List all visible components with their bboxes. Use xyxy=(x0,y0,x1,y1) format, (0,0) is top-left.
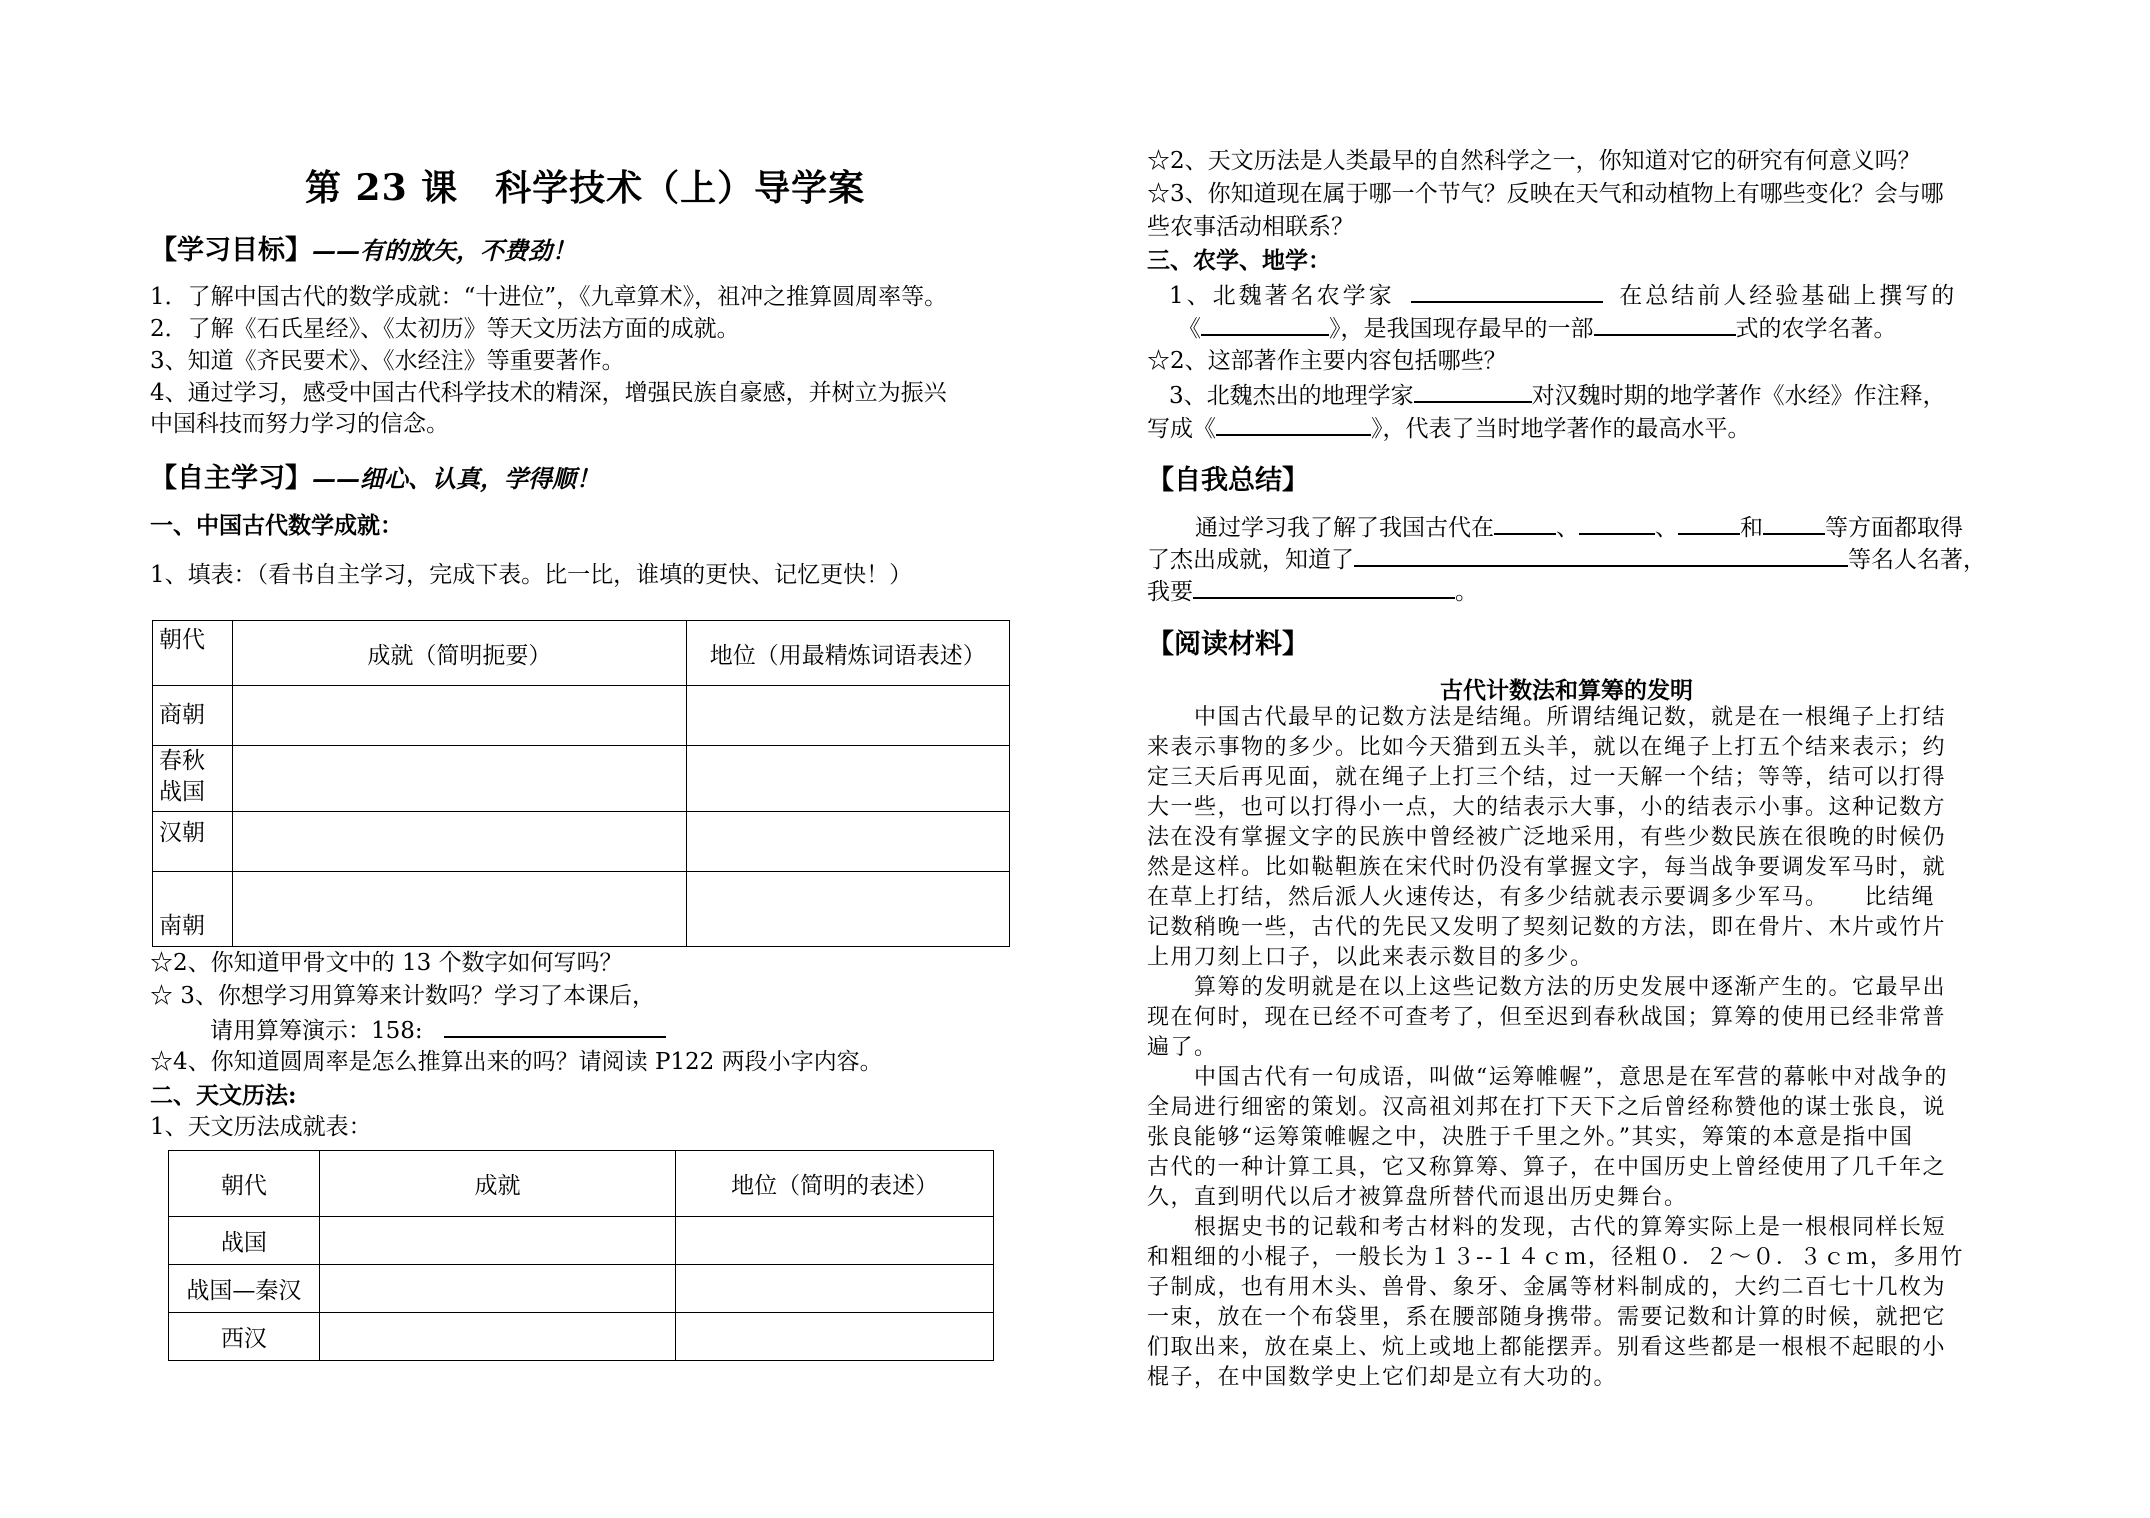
article-line: 然是这样。比如鞑靼族在宋代时仍没有掌握文字，每当战争要调发军马时，就 xyxy=(1147,855,1947,880)
answer-blank[interactable] xyxy=(1414,379,1532,403)
math-table-header-achievement: 成就（简明扼要） xyxy=(233,621,687,686)
summary-line-3-a: 我要 xyxy=(1147,579,1193,605)
math-table-cell[interactable] xyxy=(686,812,1009,872)
goals-heading-tail: ——有的放矢，不费劲！ xyxy=(312,236,576,265)
math-table-cell[interactable] xyxy=(233,812,687,872)
agri-question-1-cont xyxy=(1178,312,1897,345)
summary-sep: 、 xyxy=(1556,515,1579,541)
question-3-demo xyxy=(210,1014,666,1047)
answer-blank[interactable] xyxy=(1193,575,1455,599)
answer-blank[interactable] xyxy=(1763,511,1825,535)
math-table-cell[interactable] xyxy=(233,686,687,746)
summary-line-3 xyxy=(1147,575,1478,608)
reading-heading: 【阅读材料】 xyxy=(1147,629,1309,660)
goal-item-3: 3、知道《齐民要术》、《水经注》等重要著作。 xyxy=(150,348,625,374)
article-line: 现在何时，现在已经不可查考了，但至迟到春秋战国；算筹的使用已经非常普 xyxy=(1147,1005,1947,1030)
article-line: 来表示事物的多少。比如今天猎到五头羊，就以在绳子上打五个结来表示；约 xyxy=(1147,735,1947,760)
math-table-cell[interactable] xyxy=(686,746,1009,812)
math-table-cell[interactable] xyxy=(686,872,1009,947)
article-line: 根据史书的记载和考古材料的发现，古代的算筹实际上是一根根同样长短 xyxy=(1147,1215,1947,1240)
agri-q3-part-b: 对汉魏时期的地学著作《水经》作注释， xyxy=(1531,383,1946,409)
summary-line-1-a: 通过学习我了解了我国古代在 xyxy=(1195,515,1494,541)
article-line: 久，直到明代以后才被算盘所替代而退出历史舞台。 xyxy=(1147,1185,1688,1210)
agri-q1-part-e: 式的农学名著。 xyxy=(1735,316,1897,342)
agri-question-1 xyxy=(1169,279,1957,312)
math-table-header-dynasty: 朝代 xyxy=(153,621,233,686)
article-line: 在草上打结，然后派人火速传达，有多少结就表示要调多少军马。 比结绳 xyxy=(1147,885,1936,910)
article-line: 古代的一种计算工具，它又称算筹、算子，在中国历史上曾经使用了几千年之 xyxy=(1147,1155,1947,1180)
article-line: 算筹的发明就是在以上这些记数方法的历史发展中逐渐产生的。它最早出 xyxy=(1147,975,1947,1000)
answer-blank[interactable] xyxy=(1594,312,1736,336)
astronomy-achievement-table xyxy=(168,1150,994,1361)
goal-item-2: 2．了解《石氏星经》、《太初历》等天文历法方面的成就。 xyxy=(150,316,740,342)
article-line: 遍了。 xyxy=(1147,1035,1218,1060)
summary-line-1 xyxy=(1195,511,1963,544)
summary-line-2-a: 了杰出成就，知道了 xyxy=(1147,547,1354,573)
goal-item-1: 1．了解中国古代的数学成就：“十进位”，《九章算术》，祖冲之推算圆周率等。 xyxy=(150,284,948,310)
article-line: 大一些，也可以打得小一点，大的结表示大事，小的结表示小事。这种记数方 xyxy=(1147,795,1947,820)
astro-table-cell[interactable] xyxy=(676,1265,994,1313)
answer-blank[interactable] xyxy=(444,1014,666,1038)
section-astronomy-heading: 二、天文历法: xyxy=(150,1082,297,1109)
astro-table-header-dynasty: 朝代 xyxy=(169,1151,320,1217)
page-title: 第 23 课 科学技术（上）导学案 xyxy=(305,167,866,209)
summary-heading: 【自我总结】 xyxy=(1147,465,1309,496)
astro-table-cell[interactable] xyxy=(676,1217,994,1265)
astro-table-row-dynasty: 西汉 xyxy=(169,1313,320,1361)
question-3-demo-label: 请用算筹演示：158: xyxy=(210,1018,423,1044)
astro-table-row-dynasty: 战国 xyxy=(169,1217,320,1265)
math-table-row-dynasty: 南朝 xyxy=(153,872,233,947)
summary-sep: 、 xyxy=(1655,515,1678,541)
summary-and: 和 xyxy=(1740,515,1763,541)
astronomy-question-1: 1、天文历法成就表： xyxy=(150,1114,372,1140)
article-line: 棍子，在中国数学史上它们却是立有大功的。 xyxy=(1147,1365,1618,1390)
summary-line-1-b: 等方面都取得 xyxy=(1825,515,1963,541)
question-3-solar-term: ☆3、你知道现在属于哪一个节气？反映在天气和动植物上有哪些变化？会与哪 xyxy=(1147,181,1944,207)
article-line: 子制成，也有用木头、兽骨、象牙、金属等材料制成的，大约二百七十几枚为 xyxy=(1147,1275,1947,1300)
question-2-astronomy-meaning: ☆2、天文历法是人类最早的自然科学之一，你知道对它的研究有何意义吗？ xyxy=(1147,148,1921,174)
article-line: 们取出来，放在桌上、炕上或地上都能摆弄。别看这些都是一根根不起眼的小 xyxy=(1147,1335,1947,1360)
article-body xyxy=(1147,703,1964,1393)
astro-table-cell[interactable] xyxy=(319,1313,676,1361)
answer-blank[interactable] xyxy=(1411,279,1603,303)
summary-line-2-b: 等名人名著， xyxy=(1848,547,1986,573)
answer-blank[interactable] xyxy=(1354,543,1848,567)
math-table-cell[interactable] xyxy=(686,686,1009,746)
astro-table-cell[interactable] xyxy=(676,1313,994,1361)
math-table-row-dynasty: 商朝 xyxy=(153,686,233,746)
goals-heading-label: 【学习目标】 xyxy=(150,235,312,266)
astro-table-header-achievement: 成就 xyxy=(319,1151,676,1217)
answer-blank[interactable] xyxy=(1678,511,1740,535)
article-line: 和粗细的小棍子，一般长为１３--１４ｃｍ，径粗０．２～０．３ｃｍ，多用竹 xyxy=(1147,1245,1964,1270)
article-line: 记数稍晚一些，古代的先民又发明了契刻记数的方法，即在骨片、木片或竹片 xyxy=(1147,915,1947,940)
article-line: 法在没有掌握文字的民族中曾经被广泛地采用，有些少数民族在很晚的时候仍 xyxy=(1147,825,1947,850)
agri-q3-part-c: 写成《 xyxy=(1147,416,1216,442)
summary-line-2 xyxy=(1147,543,1986,576)
agri-question-3-cont xyxy=(1147,412,1751,445)
article-line: 上用刀刻上口子，以此来表示数目的多少。 xyxy=(1147,945,1594,970)
math-table-header-status: 地位（用最精炼词语表述） xyxy=(686,621,1009,686)
question-3-solar-term-cont: 些农事活动相联系？ xyxy=(1147,214,1354,240)
article-line: 定三天后再见面，就在绳子上打三个结，过一天解一个结；等等，结可以打得 xyxy=(1147,765,1947,790)
math-question-1: 1、填表：（看书自主学习，完成下表。比一比，谁填的更快、记忆更快！） xyxy=(150,562,913,588)
summary-line-3-b: 。 xyxy=(1455,579,1478,605)
agri-question-2: ☆2、这部著作主要内容包括哪些？ xyxy=(1147,348,1507,374)
article-line: 中国古代有一句成语，叫做“运筹帷幄”，意思是在军营的幕帐中对战争的 xyxy=(1147,1065,1948,1090)
answer-blank[interactable] xyxy=(1579,511,1655,535)
goal-item-4-cont: 中国科技而努力学习的信念。 xyxy=(150,411,449,437)
answer-blank[interactable] xyxy=(1201,312,1329,336)
math-achievement-table xyxy=(152,620,1010,947)
math-table-cell[interactable] xyxy=(233,872,687,947)
self-study-heading-tail: ——细心、认真，学得顺！ xyxy=(312,464,600,493)
section-math-heading: 一、中国古代数学成就： xyxy=(150,512,403,539)
self-study-heading-label: 【自主学习】 xyxy=(150,463,312,494)
section-agriculture-heading: 三、农学、地学： xyxy=(1147,247,1331,274)
agri-q3-part-a: 3、北魏杰出的地理学家 xyxy=(1169,383,1414,409)
article-line: 张良能够“运筹策帷幄之中，决胜于千里之外。”其实，筹策的本意是指中国 xyxy=(1147,1125,1914,1150)
answer-blank[interactable] xyxy=(1216,412,1371,436)
agri-q1-part-b: 在总结前人经验基础上撰写的 xyxy=(1619,283,1958,309)
article-line: 全局进行细密的策划。汉高祖刘邦在打下天下之后曾经称赞他的谋士张良，说 xyxy=(1147,1095,1947,1120)
agri-q1-part-c: 《 xyxy=(1178,316,1201,342)
astro-table-header-status: 地位（简明的表述） xyxy=(676,1151,994,1217)
goal-item-4: 4、通过学习，感受中国古代科学技术的精深，增强民族自豪感，并树立为振兴 xyxy=(150,380,947,406)
agri-q1-part-d: 》，是我国现存最早的一部 xyxy=(1329,316,1594,342)
answer-blank[interactable] xyxy=(1494,511,1556,535)
agri-question-3 xyxy=(1169,379,1946,412)
goals-heading xyxy=(150,228,576,267)
astro-table-row-dynasty: 战国—秦汉 xyxy=(169,1265,320,1313)
math-table-cell[interactable] xyxy=(233,746,687,812)
article-title: 古代计数法和算筹的发明 xyxy=(1440,677,1693,704)
astro-table-cell[interactable] xyxy=(319,1217,676,1265)
agri-q3-part-d: 》，代表了当时地学著作的最高水平。 xyxy=(1371,416,1751,442)
article-line: 一束，放在一个布袋里，系在腰部随身携带。需要记数和计算的时候，就把它 xyxy=(1147,1305,1947,1330)
agri-q1-part-a: 1、北魏著名农学家 xyxy=(1169,283,1395,309)
question-3-counting-rods: ☆ 3、你想学习用算筹来计数吗？学习了本课后， xyxy=(150,983,655,1009)
question-2-oracle-numbers: ☆2、你知道甲骨文中的 13 个数字如何写吗？ xyxy=(150,950,623,976)
article-line: 中国古代最早的记数方法是结绳。所谓结绳记数，就是在一根绳子上打结 xyxy=(1147,705,1947,730)
astro-table-cell[interactable] xyxy=(319,1265,676,1313)
math-table-row-dynasty: 春秋 战国 xyxy=(153,746,233,812)
question-4-pi: ☆4、你知道圆周率是怎么推算出来的吗？请阅读 P122 两段小字内容。 xyxy=(150,1049,883,1075)
math-table-row-dynasty: 汉朝 xyxy=(153,812,233,872)
self-study-heading xyxy=(150,456,600,495)
